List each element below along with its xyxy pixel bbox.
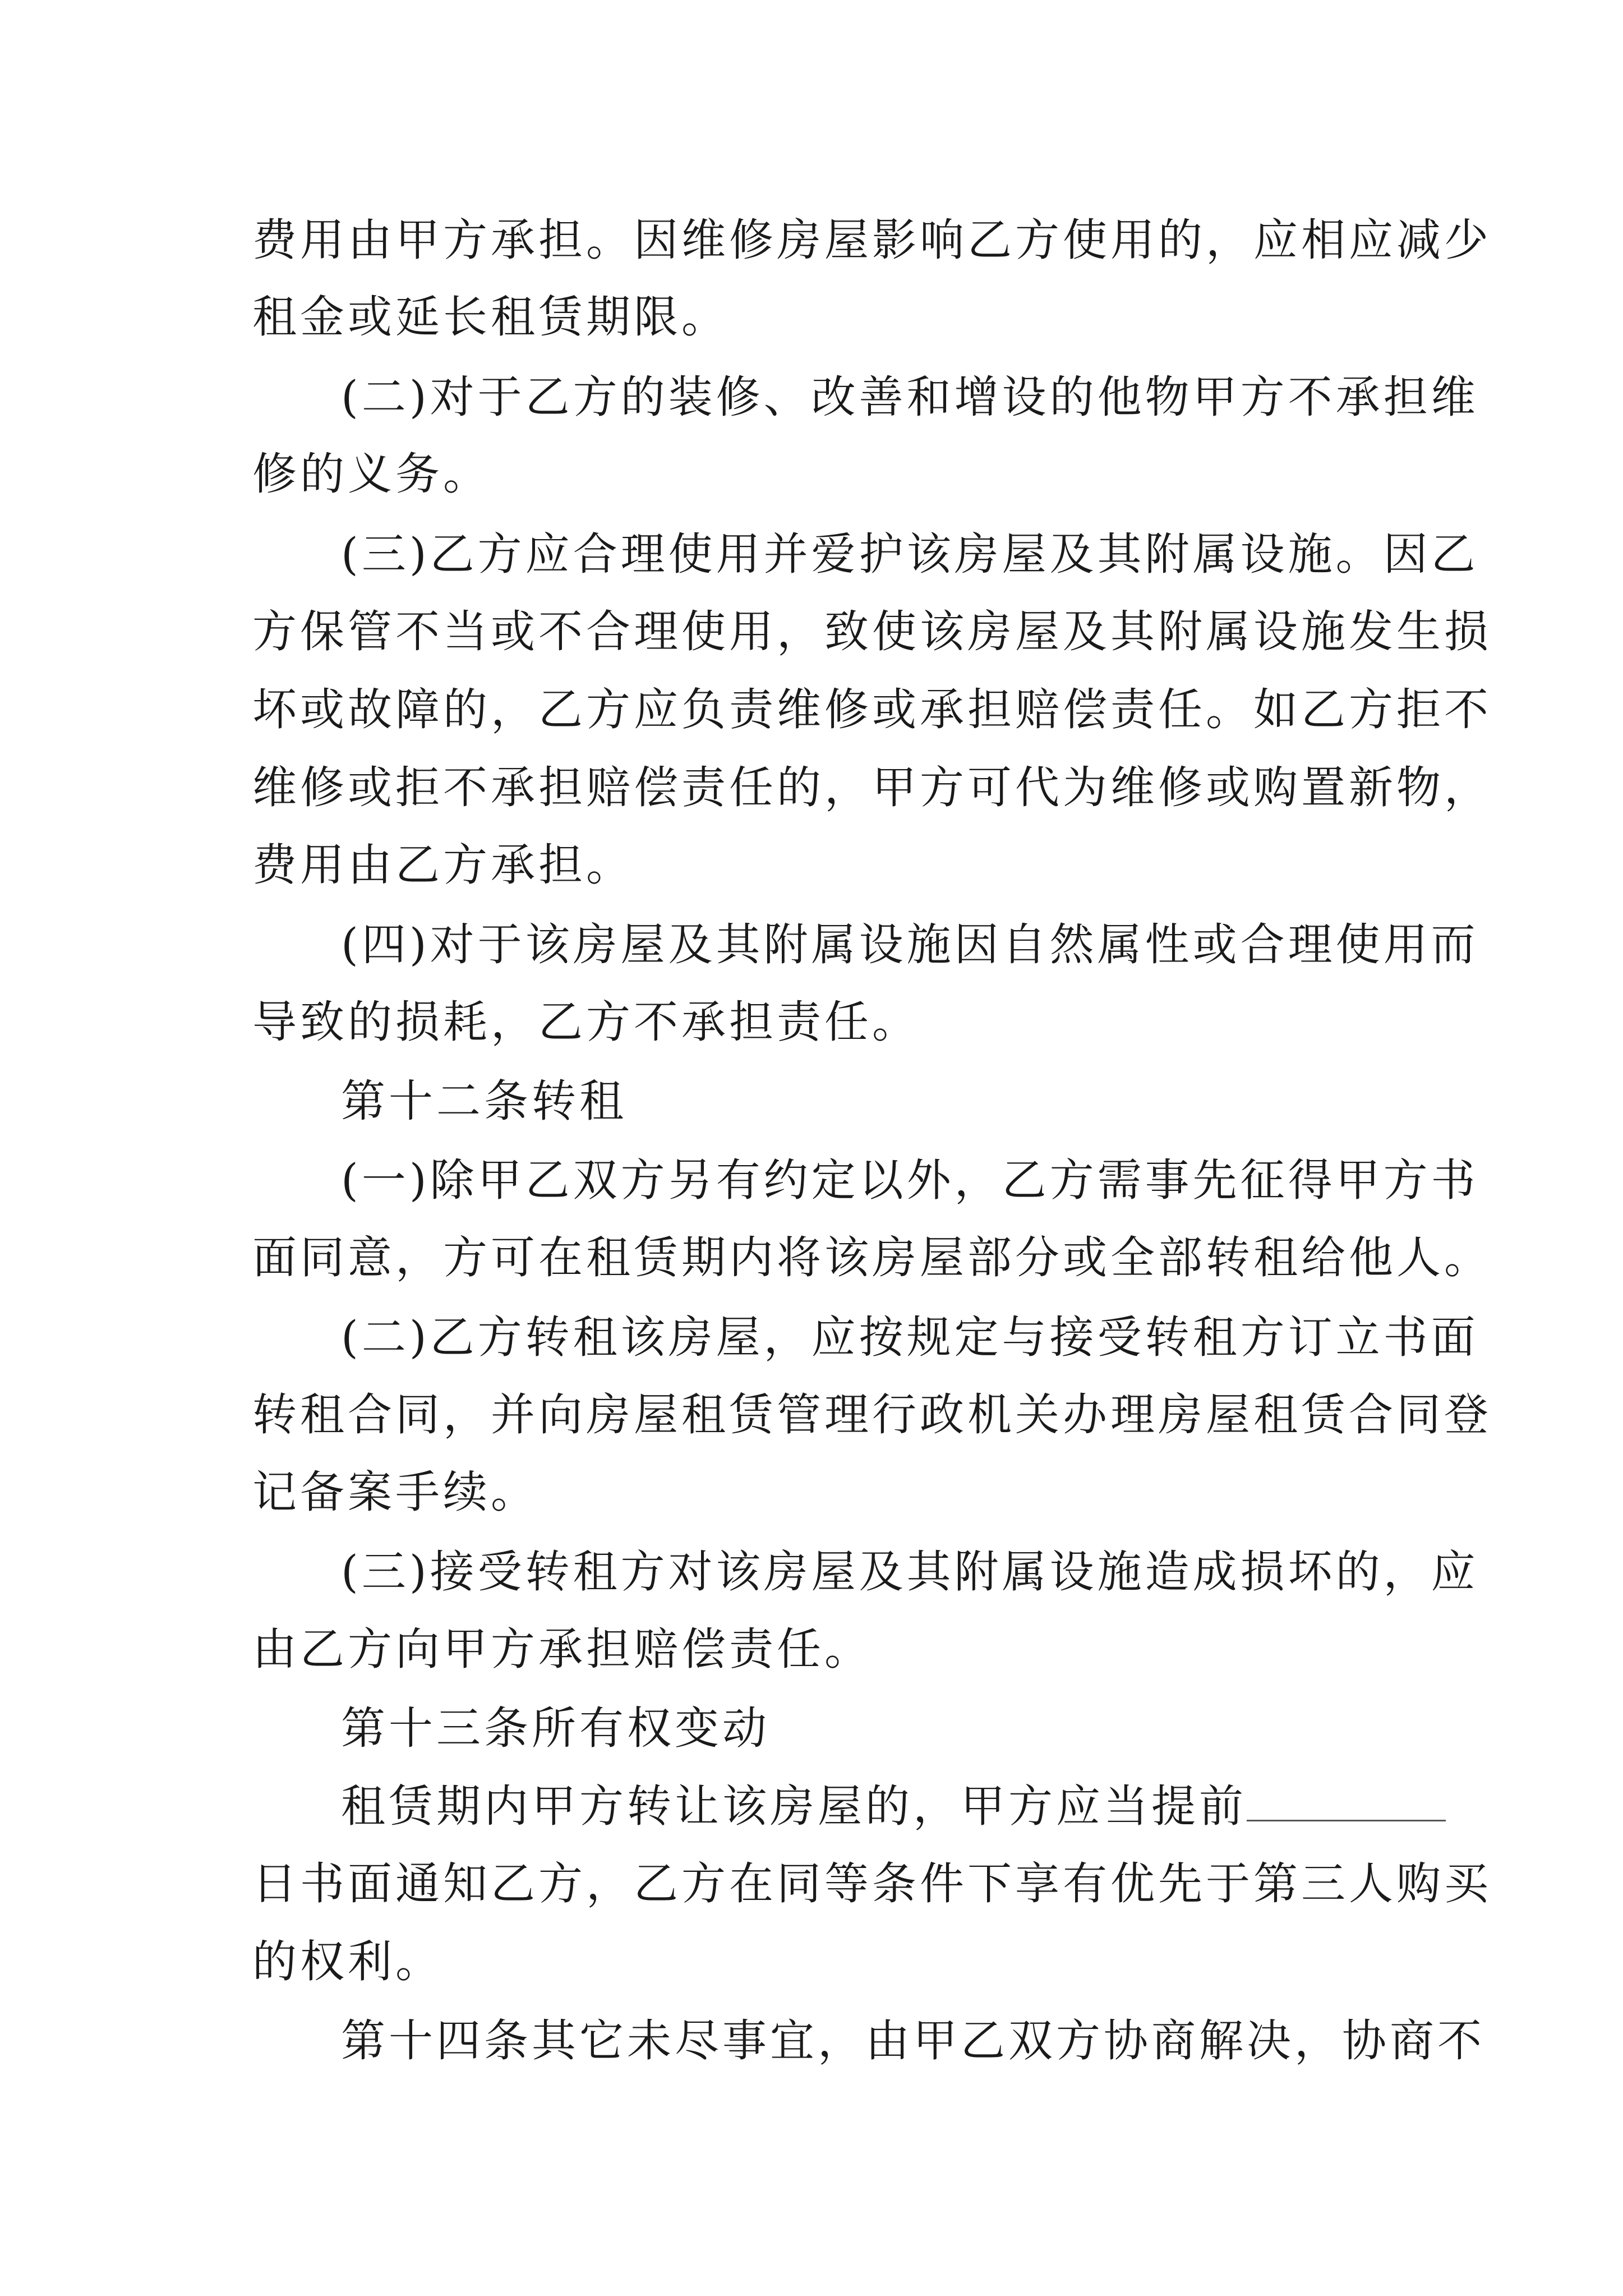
text-line: 费用由乙方承担。	[252, 839, 634, 891]
text-line: 费用由甲方承担。因维修房屋影响乙方使用的，应相应减少	[252, 214, 1492, 266]
text-line: 日书面通知乙方，乙方在同等条件下享有优先于第三人购买	[252, 1858, 1492, 1910]
text-line: 维修或拒不承担赔偿责任的，甲方可代为维修或购置新物，	[252, 762, 1492, 813]
fill-in-blank	[1247, 1780, 1446, 1821]
text-segment: 租赁期内甲方转让该房屋的，甲方应当提前	[341, 1780, 1247, 1832]
text-line: 面同意，方可在租赁期内将该房屋部分或全部转租给他人。	[252, 1232, 1492, 1283]
text-line: 租金或延长租赁期限。	[252, 291, 729, 343]
text-line: (三)乙方应合理使用并爱护该房屋及其附属设施。因乙	[341, 528, 1479, 580]
text-line: 的权利。	[252, 1936, 443, 1987]
text-line: 导致的损耗，乙方不承担责任。	[252, 996, 920, 1048]
text-line: 方保管不当或不合理使用，致使该房屋及其附属设施发生损	[252, 606, 1492, 657]
section-heading: 第十四条其它未尽事宜，由甲乙双方协商解决，协商不	[341, 2015, 1485, 2067]
text-line-with-blank	[341, 1773, 1468, 1840]
text-line: 修的义务。	[252, 448, 491, 500]
text-line: 转租合同，并向房屋租赁管理行政机关办理房屋租赁合同登	[252, 1389, 1492, 1441]
section-heading: 第十三条所有权变动	[341, 1703, 770, 1754]
text-line: (二)对于乙方的装修、改善和增设的他物甲方不承担维	[341, 371, 1479, 423]
text-line: (四)对于该房屋及其附属设施因自然属性或合理使用而	[341, 919, 1479, 970]
section-heading: 第十二条转租	[341, 1075, 627, 1127]
text-line: 坏或故障的，乙方应负责维修或承担赔偿责任。如乙方拒不	[252, 684, 1492, 735]
text-line: (二)乙方转租该房屋，应按规定与接受转租方订立书面	[341, 1312, 1479, 1363]
text-line: (一)除甲乙双方另有约定以外，乙方需事先征得甲方书	[341, 1154, 1479, 1206]
text-line: 记备案手续。	[252, 1466, 538, 1518]
text-line: 由乙方向甲方承担赔偿责任。	[252, 1623, 872, 1675]
text-line: (三)接受转租方对该房屋及其附属设施造成损坏的，应	[341, 1546, 1479, 1598]
